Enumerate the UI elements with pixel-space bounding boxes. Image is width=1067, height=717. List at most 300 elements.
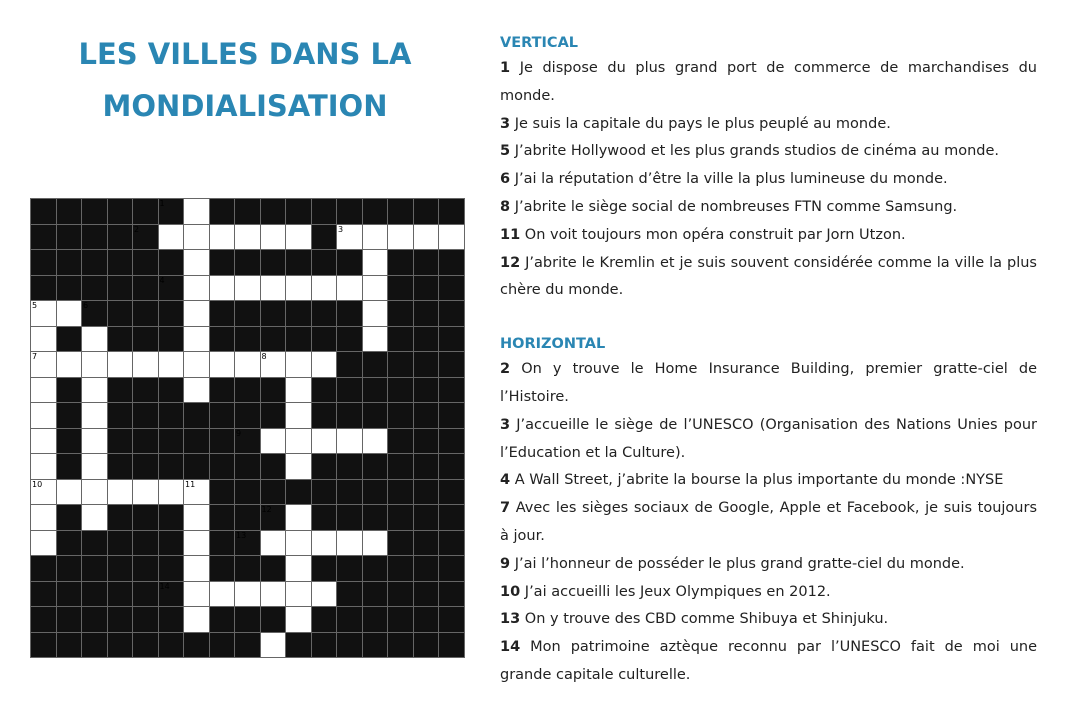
grid-cell-white[interactable] [260, 352, 286, 378]
grid-cell-black [362, 377, 388, 403]
grid-cell-white[interactable] [184, 301, 210, 327]
grid-cell-black [388, 479, 414, 505]
grid-cell-black [439, 199, 465, 225]
grid-cell-black [209, 403, 235, 429]
grid-cell-black [158, 275, 184, 301]
grid-cell-white[interactable] [311, 352, 337, 378]
grid-cell-black [260, 607, 286, 633]
grid-cell-black [209, 556, 235, 582]
horizontal-clue [500, 551, 1037, 579]
grid-cell-black [388, 454, 414, 480]
grid-cell-white[interactable] [31, 505, 57, 531]
grid-cell-black [337, 403, 363, 429]
vertical-clue [500, 250, 1037, 306]
cell-number: 10 [32, 479, 43, 489]
grid-cell-black [311, 199, 337, 225]
grid-cell-black [260, 199, 286, 225]
grid-cell-black [413, 632, 439, 658]
grid-cell-black [158, 454, 184, 480]
grid-cell-black [158, 199, 184, 225]
grid-cell-white[interactable] [31, 403, 57, 429]
grid-cell-black [31, 581, 57, 607]
grid-cell-black [209, 607, 235, 633]
grid-cell-black [31, 250, 57, 276]
grid-cell-white[interactable] [337, 428, 363, 454]
grid-cell-white[interactable] [362, 224, 388, 250]
grid-cell-white[interactable] [362, 275, 388, 301]
grid-cell-white[interactable] [184, 607, 210, 633]
grid-cell-black [133, 301, 159, 327]
grid-cell-black [337, 505, 363, 531]
grid-cell-black [362, 352, 388, 378]
grid-cell-white[interactable] [56, 479, 82, 505]
grid-row [31, 428, 465, 454]
grid-cell-white[interactable] [286, 352, 312, 378]
grid-cell-black [56, 581, 82, 607]
grid-cell-white[interactable] [184, 505, 210, 531]
grid-cell-black [56, 505, 82, 531]
cell-number: 1 [159, 199, 165, 208]
clue-text: Mon patrimoine aztèque reconnu par l’UNESCO fait de moi une grande capitale culturelle. [500, 639, 1038, 683]
grid-cell-white[interactable] [209, 581, 235, 607]
grid-cell-black [439, 479, 465, 505]
grid-cell-black [133, 454, 159, 480]
grid-cell-white[interactable] [184, 224, 210, 250]
grid-cell-black [260, 556, 286, 582]
grid-row [31, 199, 465, 225]
grid-cell-black [337, 326, 363, 352]
grid-cell-black [388, 377, 414, 403]
grid-cell-white[interactable] [133, 479, 159, 505]
clue-text: J’ai la réputation d’être la ville la plus lumineuse du monde. [514, 171, 948, 188]
clue-text: J’accueille le siège de l’UNESCO (Organisation des Nations Unies pour l’Education et la Culture). [500, 416, 1038, 461]
grid-cell-black [413, 428, 439, 454]
vertical-clue [500, 222, 1037, 250]
grid-cell-black [337, 250, 363, 276]
grid-cell-black [209, 377, 235, 403]
grid-cell-white[interactable] [82, 479, 108, 505]
grid-cell-black [311, 326, 337, 352]
grid-cell-black [286, 632, 312, 658]
grid-cell-black [311, 505, 337, 531]
grid-cell-black [413, 479, 439, 505]
grid-cell-black [413, 377, 439, 403]
grid-cell-black [133, 326, 159, 352]
grid-cell-white[interactable] [184, 530, 210, 556]
grid-cell-black [439, 505, 465, 531]
grid-cell-white[interactable] [235, 224, 261, 250]
grid-cell-black [31, 199, 57, 225]
grid-cell-black [107, 301, 133, 327]
grid-cell-black [82, 250, 108, 276]
grid-cell-white[interactable] [184, 581, 210, 607]
grid-cell-white[interactable] [158, 224, 184, 250]
grid-cell-black [56, 224, 82, 250]
grid-cell-black [388, 199, 414, 225]
grid-cell-black [311, 377, 337, 403]
clue-number: 5 [500, 143, 511, 160]
grid-cell-black [337, 632, 363, 658]
grid-cell-black [133, 530, 159, 556]
grid-cell-black [388, 556, 414, 582]
grid-cell-black [235, 301, 261, 327]
grid-cell-black [209, 250, 235, 276]
grid-cell-white[interactable] [286, 377, 312, 403]
grid-cell-white[interactable] [337, 275, 363, 301]
clue-number: 14 [500, 639, 521, 656]
grid-cell-white[interactable] [311, 275, 337, 301]
grid-cell-black [260, 403, 286, 429]
grid-cell-black [311, 403, 337, 429]
grid-cell-black [235, 530, 261, 556]
horizontal-clue-list [500, 356, 1037, 690]
grid-cell-black [158, 403, 184, 429]
grid-cell-black [413, 352, 439, 378]
cell-number: 3 [338, 224, 344, 234]
grid-cell-black [209, 505, 235, 531]
grid-cell-white[interactable] [82, 352, 108, 378]
grid-cell-black [337, 301, 363, 327]
clue-text: J’ai accueilli les Jeux Olympiques en 2012. [524, 583, 831, 600]
grid-cell-white[interactable] [286, 530, 312, 556]
grid-cell-black [158, 326, 184, 352]
grid-row [31, 479, 465, 505]
grid-cell-black [133, 632, 159, 658]
grid-cell-black [133, 250, 159, 276]
clue-text: Avec les sièges sociaux de Google, Apple et Facebook, je suis toujours à jour. [500, 500, 1037, 544]
grid-cell-black [311, 454, 337, 480]
grid-cell-black [413, 607, 439, 633]
vertical-clue [500, 55, 1037, 111]
grid-cell-black [413, 326, 439, 352]
grid-cell-white[interactable] [260, 224, 286, 250]
grid-cell-black [311, 301, 337, 327]
grid-cell-white[interactable] [56, 352, 82, 378]
grid-cell-black [56, 377, 82, 403]
clue-number: 4 [500, 472, 511, 489]
grid-cell-white[interactable] [82, 454, 108, 480]
grid-cell-black [82, 199, 108, 225]
grid-cell-black [337, 581, 363, 607]
grid-cell-black [31, 556, 57, 582]
clue-number: 6 [500, 171, 511, 188]
grid-cell-white[interactable] [311, 530, 337, 556]
grid-cell-white[interactable] [82, 326, 108, 352]
grid-cell-black [133, 505, 159, 531]
grid-cell-black [107, 505, 133, 531]
vertical-clue-list [500, 55, 1037, 305]
grid-cell-white[interactable] [260, 530, 286, 556]
clue-text: J’abrite le siège social de nombreuses FTN comme Samsung. [514, 198, 958, 215]
clue-text: J’abrite le Kremlin et je suis souvent considérée comme la ville la plus chère du monde. [500, 254, 1037, 299]
grid-cell-white[interactable] [286, 403, 312, 429]
grid-cell-black [107, 632, 133, 658]
grid-cell-white[interactable] [31, 479, 57, 505]
cell-number: 9 [236, 428, 242, 438]
grid-cell-black [388, 505, 414, 531]
vertical-clue [500, 111, 1037, 139]
grid-cell-black [388, 250, 414, 276]
grid-cell-black [158, 505, 184, 531]
grid-cell-black [337, 607, 363, 633]
grid-cell-black [133, 556, 159, 582]
horizontal-clue [500, 467, 1037, 495]
grid-cell-white[interactable] [260, 581, 286, 607]
cell-number: 6 [83, 301, 89, 310]
grid-cell-black [209, 199, 235, 225]
grid-cell-black [133, 199, 159, 225]
clue-number: 8 [500, 198, 511, 215]
grid-cell-black [337, 556, 363, 582]
grid-cell-black [209, 326, 235, 352]
grid-cell-white[interactable] [184, 250, 210, 276]
clue-number: 9 [500, 555, 511, 572]
grid-cell-black [388, 581, 414, 607]
clue-text: On y trouve des CBD comme Shibuya et Shinjuku. [524, 611, 889, 628]
grid-cell-white[interactable] [286, 454, 312, 480]
grid-cell-white[interactable] [31, 530, 57, 556]
grid-cell-black [439, 377, 465, 403]
grid-cell-black [158, 428, 184, 454]
grid-cell-white[interactable] [209, 352, 235, 378]
grid-cell-white[interactable] [286, 581, 312, 607]
grid-cell-white[interactable] [209, 275, 235, 301]
grid-row [31, 505, 465, 531]
grid-row [31, 530, 465, 556]
grid-cell-black [362, 454, 388, 480]
grid-cell-black [82, 556, 108, 582]
grid-cell-white[interactable] [235, 581, 261, 607]
grid-cell-black [235, 403, 261, 429]
grid-cell-white[interactable] [82, 505, 108, 531]
grid-cell-black [235, 632, 261, 658]
cell-number: 11 [185, 479, 196, 489]
grid-cell-white[interactable] [362, 530, 388, 556]
grid-cell-black [133, 607, 159, 633]
clue-number: 7 [500, 500, 511, 517]
clue-number: 12 [500, 254, 521, 271]
grid-row [31, 326, 465, 352]
grid-row [31, 632, 465, 658]
grid-cell-black [82, 607, 108, 633]
grid-cell-black [311, 607, 337, 633]
grid-cell-black [107, 275, 133, 301]
grid-cell-white[interactable] [388, 224, 414, 250]
grid-cell-black [133, 275, 159, 301]
grid-cell-white[interactable] [82, 428, 108, 454]
grid-cell-black [209, 454, 235, 480]
grid-cell-black [158, 556, 184, 582]
grid-cell-white[interactable] [413, 224, 439, 250]
grid-cell-black [56, 199, 82, 225]
horizontal-clue [500, 634, 1037, 690]
grid-cell-white[interactable] [260, 632, 286, 658]
grid-cell-black [133, 428, 159, 454]
clue-number: 11 [500, 226, 521, 243]
cell-number: 8 [261, 352, 267, 361]
grid-cell-black [439, 403, 465, 429]
grid-cell-white[interactable] [184, 326, 210, 352]
grid-cell-black [439, 454, 465, 480]
grid-cell-white[interactable] [158, 479, 184, 505]
grid-cell-black [56, 454, 82, 480]
grid-cell-black [286, 479, 312, 505]
grid-cell-black [388, 352, 414, 378]
grid-cell-black [413, 454, 439, 480]
grid-cell-white[interactable] [362, 428, 388, 454]
grid-cell-white[interactable] [286, 428, 312, 454]
horizontal-clue [500, 356, 1037, 412]
grid-cell-white[interactable] [362, 326, 388, 352]
grid-cell-white[interactable] [158, 352, 184, 378]
grid-row [31, 556, 465, 582]
clue-text: On voit toujours mon opéra construit par Jorn Utzon. [524, 226, 906, 243]
grid-cell-white[interactable] [235, 352, 261, 378]
grid-cell-black [388, 301, 414, 327]
cell-number: 2 [134, 224, 140, 234]
grid-cell-black [56, 250, 82, 276]
grid-cell-black [260, 250, 286, 276]
grid-cell-black [82, 224, 108, 250]
grid-cell-black [107, 530, 133, 556]
grid-cell-white[interactable] [184, 377, 210, 403]
grid-cell-black [133, 377, 159, 403]
grid-cell-white[interactable] [31, 428, 57, 454]
grid-cell-white[interactable] [260, 428, 286, 454]
grid-cell-white[interactable] [184, 556, 210, 582]
cell-number: 12 [261, 505, 272, 514]
horizontal-clue [500, 606, 1037, 634]
cell-number: 14 [159, 581, 170, 591]
grid-cell-black [286, 326, 312, 352]
grid-cell-white[interactable] [337, 530, 363, 556]
grid-cell-black [235, 556, 261, 582]
grid-row [31, 403, 465, 429]
grid-cell-black [439, 352, 465, 378]
grid-cell-black [413, 530, 439, 556]
grid-cell-white[interactable] [286, 607, 312, 633]
grid-cell-black [107, 454, 133, 480]
grid-cell-black [439, 581, 465, 607]
grid-row [31, 607, 465, 633]
grid-row [31, 301, 465, 327]
grid-cell-black [107, 326, 133, 352]
grid-cell-white[interactable] [286, 275, 312, 301]
grid-cell-black [311, 250, 337, 276]
grid-cell-white[interactable] [107, 352, 133, 378]
grid-cell-black [260, 301, 286, 327]
grid-cell-white[interactable] [31, 454, 57, 480]
grid-cell-black [56, 607, 82, 633]
cell-number: 4 [159, 275, 165, 285]
grid-cell-white[interactable] [286, 505, 312, 531]
grid-cell-black [235, 607, 261, 633]
grid-cell-black [413, 403, 439, 429]
grid-cell-white[interactable] [235, 275, 261, 301]
grid-cell-white[interactable] [184, 199, 210, 225]
grid-row [31, 275, 465, 301]
grid-cell-black [158, 250, 184, 276]
grid-cell-black [388, 632, 414, 658]
grid-cell-white[interactable] [31, 326, 57, 352]
vertical-clue [500, 194, 1037, 222]
grid-cell-white[interactable] [362, 250, 388, 276]
vertical-clue [500, 138, 1037, 166]
grid-cell-black [439, 301, 465, 327]
grid-cell-black [362, 479, 388, 505]
grid-cell-black [158, 301, 184, 327]
grid-cell-white[interactable] [439, 224, 465, 250]
horizontal-clue [500, 579, 1037, 607]
vertical-clue [500, 166, 1037, 194]
grid-cell-black [235, 505, 261, 531]
grid-cell-black [413, 505, 439, 531]
grid-cell-white[interactable] [184, 275, 210, 301]
grid-cell-black [133, 403, 159, 429]
grid-cell-white[interactable] [31, 377, 57, 403]
grid-cell-black [362, 403, 388, 429]
grid-cell-white[interactable] [260, 275, 286, 301]
grid-row [31, 352, 465, 378]
grid-cell-white[interactable] [311, 581, 337, 607]
grid-cell-white[interactable] [286, 224, 312, 250]
grid-cell-white[interactable] [107, 479, 133, 505]
grid-cell-black [107, 403, 133, 429]
grid-cell-white[interactable] [31, 352, 57, 378]
grid-cell-white[interactable] [82, 403, 108, 429]
grid-cell-black [260, 326, 286, 352]
grid-cell-white[interactable] [337, 224, 363, 250]
grid-cell-white[interactable] [31, 301, 57, 327]
grid-cell-black [388, 428, 414, 454]
grid-cell-white[interactable] [311, 428, 337, 454]
grid-row [31, 250, 465, 276]
grid-cell-black [311, 556, 337, 582]
grid-cell-black [158, 581, 184, 607]
grid-cell-black [362, 199, 388, 225]
grid-cell-black [413, 301, 439, 327]
grid-cell-white[interactable] [286, 556, 312, 582]
grid-cell-white[interactable] [209, 224, 235, 250]
grid-cell-black [388, 326, 414, 352]
grid-cell-white[interactable] [56, 301, 82, 327]
grid-cell-black [107, 581, 133, 607]
grid-cell-black [439, 530, 465, 556]
grid-cell-black [235, 479, 261, 505]
horizontal-clue [500, 412, 1037, 468]
grid-cell-black [184, 428, 210, 454]
grid-cell-black [209, 301, 235, 327]
grid-cell-black [439, 275, 465, 301]
grid-cell-white[interactable] [184, 479, 210, 505]
grid-cell-white[interactable] [362, 301, 388, 327]
clue-text: Je suis la capitale du pays le plus peuplé au monde. [514, 115, 891, 132]
grid-cell-black [158, 377, 184, 403]
grid-cell-black [388, 607, 414, 633]
cell-number: 7 [32, 352, 38, 361]
grid-cell-white[interactable] [184, 352, 210, 378]
grid-cell-black [56, 530, 82, 556]
grid-cell-black [260, 479, 286, 505]
grid-cell-black [362, 607, 388, 633]
grid-cell-black [337, 377, 363, 403]
grid-cell-black [235, 377, 261, 403]
grid-cell-black [209, 479, 235, 505]
grid-cell-white[interactable] [133, 352, 159, 378]
page-title: LES VILLES DANS LA MONDIALISATION [78, 37, 412, 123]
grid-cell-black [133, 224, 159, 250]
grid-cell-white[interactable] [82, 377, 108, 403]
